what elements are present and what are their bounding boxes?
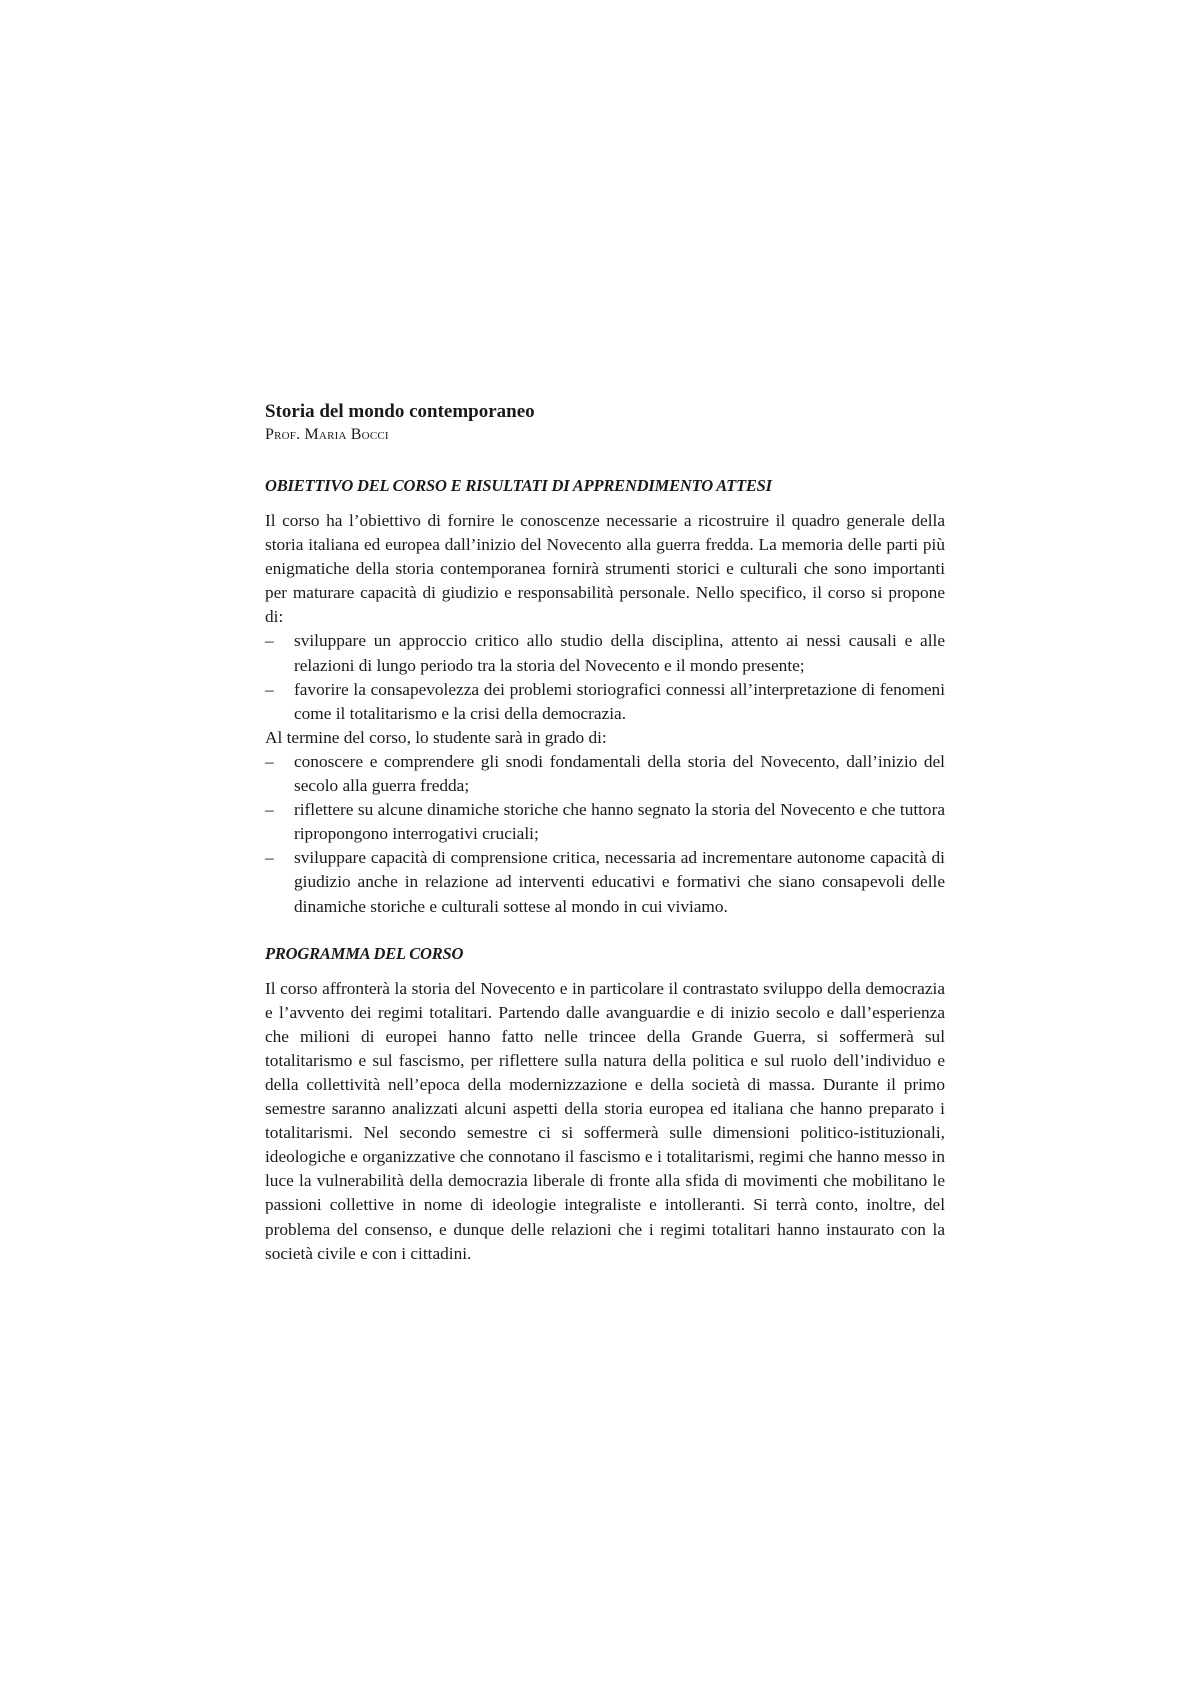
list-item-text: favorire la consapevolezza dei problemi storiografici connessi all’interpretazione di fenomeni come il totalitarismo e la crisi della democrazia. [294, 679, 945, 723]
list-item [265, 678, 945, 726]
program-heading: PROGRAMMA DEL CORSO [265, 943, 464, 963]
dash-bullet: – [265, 631, 274, 651]
aims-list [265, 629, 945, 725]
outcomes-intro: Al termine del corso, lo studente sarà in grado di: [265, 727, 607, 747]
list-item [265, 846, 945, 918]
list-item-text: sviluppare un approccio critico allo studio della disciplina, attento ai nessi causali e alle relazioni di lungo periodo tra la storia del Novecento e il mondo presente; [294, 631, 945, 675]
dash-bullet: – [265, 848, 274, 868]
list-item [265, 750, 945, 798]
list-item-text: riflettere su alcune dinamiche storiche che hanno segnato la storia del Novecento e che tuttora ripropongono interrogativi cruciali; [294, 800, 945, 844]
course-title: Storia del mondo contemporaneo [265, 401, 535, 422]
list-item [265, 798, 945, 846]
list-item-text: sviluppare capacità di comprensione critica, necessaria ad incrementare autonome capacità di giudizio anche in relazione ad interventi educativi e formativi che siano consapevoli delle dinamiche storiche e culturali sottese al mondo in cui viviamo. [294, 848, 945, 916]
list-item-text: conoscere e comprendere gli snodi fondamentali della storia del Novecento, dall’inizio del secolo alla guerra fredda; [294, 751, 945, 796]
objectives-heading: OBIETTIVO DEL CORSO E RISULTATI DI APPRENDIMENTO ATTESI [265, 476, 772, 495]
dash-bullet: – [265, 800, 274, 820]
dash-bullet: – [265, 679, 274, 699]
outcomes-list [265, 750, 945, 919]
list-item [265, 629, 945, 677]
dash-bullet: – [265, 751, 274, 771]
objectives-intro: Il corso ha l’obiettivo di fornire le conoscenze necessarie a ricostruire il quadro generale della storia italiana ed europea dall’inizio del Novecento alla guerra fredda. La memoria delle parti più enigmatiche della storia contemporanea fornirà strumenti storici e culturali che sono importanti per maturare capacità di giudizio e responsabilità personale. Nello specifico, il corso si propone di: [265, 511, 945, 627]
document-page [265, 400, 945, 1266]
program-text: Il corso affronterà la storia del Novecento e in particolare il contrastato sviluppo della democrazia e l’avvento dei regimi totalitari. Partendo dalle avanguardie e di inizio secolo e dall’esperienza che milioni di europei hanno fatto nelle trincee della Grande Guerra, si soffermerà sul totalitarismo e sul fascismo, per riflettere sulla natura della politica e sul ruolo dell’individuo e della collettività nell’epoca della modernizzazione e della società di massa. Durante il primo semestre saranno analizzati alcuni aspetti della storia europea ed italiana che hanno preparato i totalitarismi. Nel secondo semestre ci si soffermerà sulle dimensioni politico-istituzionali, ideologiche e organizzative che connotano il fascismo e i totalitarismi, regimi che hanno messo in luce la vulnerabilità della democrazia liberale di fronte alla sfida di movimenti che mobilitano le passioni collettive in nome di ideologie integraliste e intolleranti. Si terrà conto, inoltre, del problema del consenso, e dunque delle relazioni che i regimi totalitari hanno instaurato con la società civile e con i cittadini. [265, 978, 945, 1263]
course-author: Prof. Maria Bocci [265, 426, 389, 443]
